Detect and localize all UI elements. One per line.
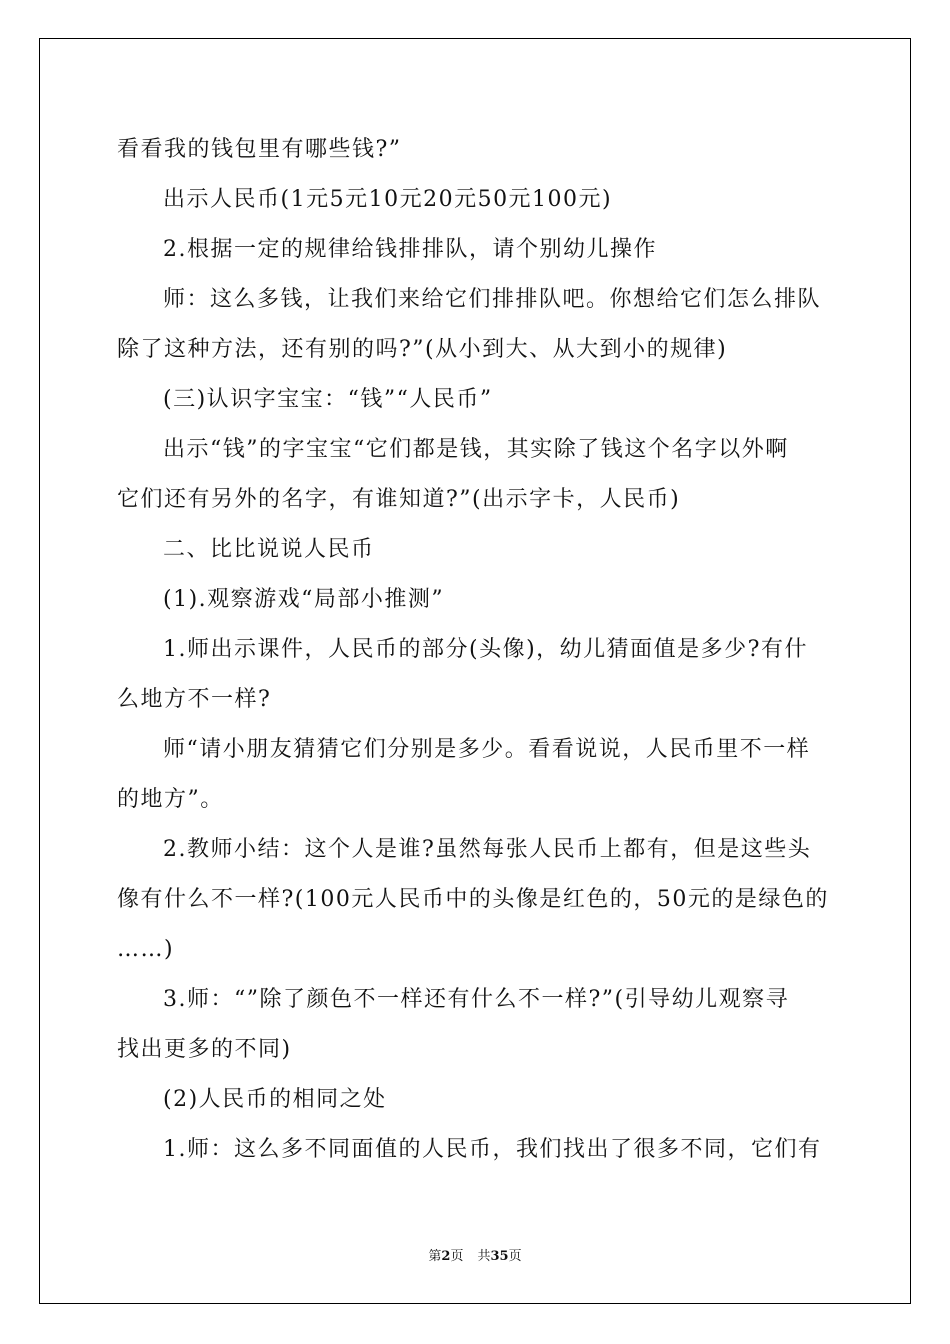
text-line: (2)人民币的相同之处 [163,1087,387,1112]
text-line: 么地方不一样? [117,687,272,712]
text-line: 1.师：这么多不同面值的人民币，我们找出了很多不同，它们有 [163,1137,822,1162]
text-line: 二、比比说说人民币 [163,537,375,562]
total-pages: 35 [490,1249,509,1264]
page-suffix: 页 [450,1249,464,1264]
text-line: 找出更多的不同) [117,1037,292,1062]
text-line: 像有什么不一样?(100元人民币中的头像是红色的，50元的是绿色的 [117,887,829,912]
document-body [117,125,837,1175]
text-line: (1).观察游戏“局部小推测” [163,587,445,612]
text-line: 2.教师小结：这个人是谁?虽然每张人民币上都有，但是这些头 [163,837,812,862]
page-prefix: 第 [428,1249,442,1264]
text-line: 3.师：“”除了颜色不一样还有什么不一样?”(引导幼儿观察寻 [163,987,790,1012]
total-prefix: 共 [477,1249,491,1264]
text-line: 出示人民币(1元5元10元20元50元100元) [163,187,613,212]
text-line: 师：这么多钱，让我们来给它们排排队吧。你想给它们怎么排队 [163,287,822,312]
total-suffix: 页 [508,1249,522,1264]
text-line: 看看我的钱包里有哪些钱?” [117,137,402,162]
text-line: 它们还有另外的名字，有谁知道?”(出示字卡，人民币) [117,487,681,512]
page-number: 2 [441,1249,451,1264]
text-line: 出示“钱”的字宝宝“它们都是钱，其实除了钱这个名字以外啊 [163,437,789,462]
text-line: (三)认识字宝宝：“钱”“人民币” [163,387,493,412]
text-line: 师“请小朋友猜猜它们分别是多少。看看说说，人民币里不一样 [163,737,811,762]
text-line: 1.师出示课件，人民币的部分(头像)，幼儿猜面值是多少?有什 [163,637,808,662]
text-line: 2.根据一定的规律给钱排排队，请个别幼儿操作 [163,237,657,262]
text-line: 的地方”。 [117,787,224,812]
page-footer [0,1245,950,1264]
text-line: 除了这种方法，还有别的吗?”(从小到大、从大到小的规律) [117,337,728,362]
text-line: ……) [117,937,175,962]
